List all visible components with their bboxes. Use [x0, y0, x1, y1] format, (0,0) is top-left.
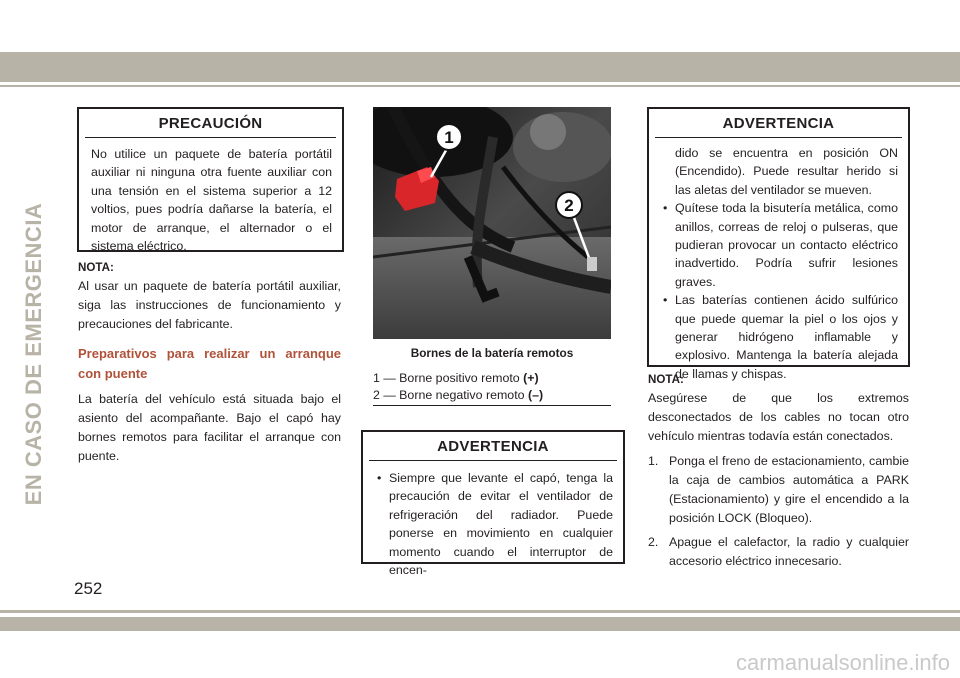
note-label: NOTA: [78, 261, 114, 274]
legend-rule [373, 405, 611, 406]
left-column [78, 258, 341, 466]
engine-bay-illustration [373, 107, 611, 339]
header-rule [0, 85, 960, 87]
warning-item-jewelry: • Quítese toda la bisutería metálica, como anillos, correas de reloj o pulseras, que pudieran provocar un contacto eléctrico inadvertido. Podría sufrir lesiones graves. [661, 199, 898, 291]
footer-rule [0, 610, 960, 613]
legend-item-positive: 1 — Borne positivo remoto (+) [373, 371, 539, 385]
step-item: 2. Apague el calefactor, la radio y cualquier accesorio eléctrico innecesario. [648, 535, 909, 568]
caution-text: No utilice un paquete de batería portátil auxiliar ni ninguna otra fuente auxiliar con una tensión en el sistema superior a 12 voltios, pues podría dañarse la batería, el motor de arranque, el alternador o el sistema eléctrico. [91, 147, 332, 254]
figure-caption: Bornes de la batería remotos [410, 346, 574, 360]
page-number: 252 [74, 579, 103, 598]
step-item: 1. Ponga el freno de estacionamiento, cambie la caja de cambios automática a PARK (Estacionamiento) y gire el encendido a la posición LOCK (Bloqueo). [648, 454, 909, 525]
caution-box [77, 107, 344, 252]
callout-1: 1 [444, 128, 454, 147]
section-text: La batería del vehículo está situada bajo el asiento del acompañante. Bajo el capó hay bornes remotos para facilitar el arranque con puente. [78, 392, 341, 463]
battery-terminals-photo [373, 107, 611, 339]
right-column [648, 370, 909, 576]
caution-title: PRECAUCIÓN [85, 109, 336, 138]
note-text: Al usar un paquete de batería portátil auxiliar, siga las instrucciones de funcionamiento y precauciones del fabricante. [78, 279, 341, 331]
warning-continued-text: dido se encuentra en posición ON (Encendido). Puede resultar herido si las aletas del ventilador se mueven. [675, 146, 898, 197]
figure-legend [373, 370, 611, 404]
chapter-side-title: EN CASO DE EMERGENCIA [21, 202, 46, 506]
warning-item-acid: • Las baterías contienen ácido sulfúrico que puede quemar la piel o los ojos y generar hidrógeno inflamable y explosivo. Mantenga la batería alejada de llamas y chispas. [661, 291, 898, 383]
warning-item: • Siempre que levante el capó, tenga la precaución de evitar el ventilador de refrigeración del radiador. Puede ponerse en movimiento en cualquier momento cuando el interruptor de encen- [375, 469, 613, 579]
note-text-2: Asegúrese de que los extremos desconectados de los cables no tocan otro vehículo mientras todavía están conectados. [648, 391, 909, 443]
callout-2: 2 [564, 196, 574, 215]
procedure-steps [648, 452, 909, 571]
footer-band [0, 617, 960, 631]
legend-item-negative: 2 — Borne negativo remoto (–) [373, 388, 544, 402]
section-heading: Preparativos para realizar un arranque con puente [78, 346, 341, 381]
note-label-2: NOTA: [648, 373, 684, 386]
header-band [0, 52, 960, 82]
warning-title-1: ADVERTENCIA [369, 432, 617, 461]
watermark-text: carmanualsonline.info [735, 650, 950, 675]
warning-box-fan [361, 430, 625, 578]
warning-title-2: ADVERTENCIA [655, 109, 902, 138]
